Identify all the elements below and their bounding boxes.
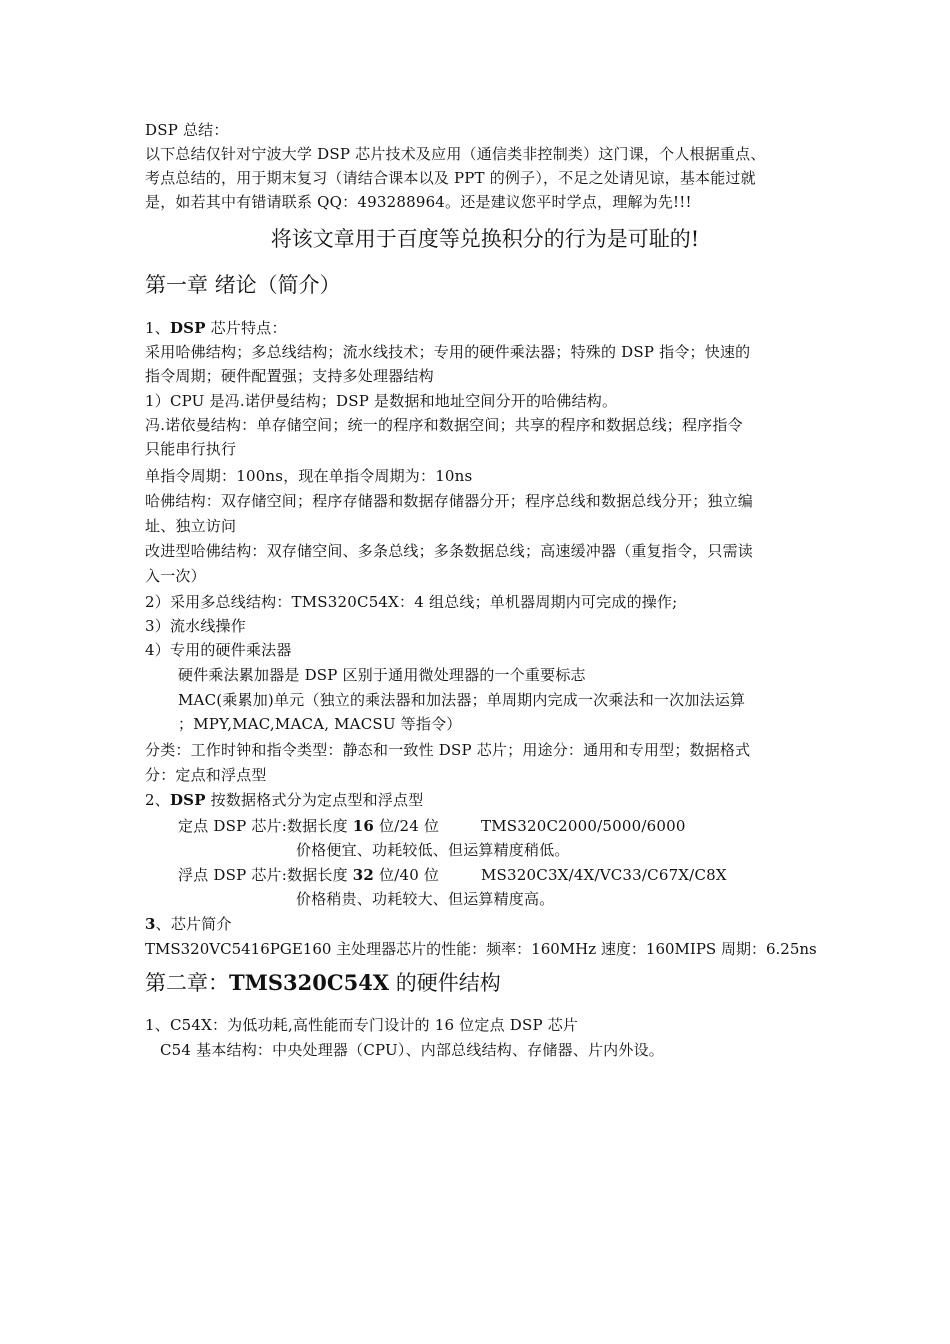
section-text: 、芯片简介 <box>155 915 232 933</box>
body-line: 1）CPU 是冯.诺伊曼结构；DSP 是数据和地址空间分开的哈佛结构。 <box>145 392 618 410</box>
doc-title: DSP 总结： <box>145 121 229 139</box>
float-models: MS320C3X/4X/VC33/C67X/C8X <box>481 866 727 884</box>
body-line: 2）采用多总线结构：TMS320C54X：4 组总线；单机器周期内可完成的操作; <box>145 593 678 611</box>
section-text: 按数据格式分为定点型和浮点型 <box>205 791 424 809</box>
chapter1-heading: 第一章 绪论（简介） <box>145 273 341 297</box>
body-line: 哈佛结构：双存储空间；程序存储器和数据存储器分开；程序总线和数据总线分开；独立编 <box>145 492 754 510</box>
intro-line-3: 是，如若其中有错请联系 QQ：493288964。还是建议您平时学点，理解为先!!! <box>145 193 692 211</box>
section-number: 2、 <box>145 791 170 809</box>
notice-heading: 将该文章用于百度等兑换积分的行为是可耻的! <box>270 227 700 251</box>
body-line: 入一次） <box>145 567 206 585</box>
fixed-bits: 16 <box>352 817 375 835</box>
section-number: 1、 <box>145 319 170 337</box>
fixed-bits-rest: 位/24 位 <box>374 817 440 835</box>
body-line: 改进型哈佛结构：双存储空间、多条总线；多条数据总线；高速缓冲器（重复指令，只需读 <box>145 542 754 560</box>
float-bits-rest: 位/40 位 <box>374 866 440 884</box>
section-2-heading <box>145 788 810 812</box>
body-line: 3）流水线操作 <box>145 617 246 635</box>
fixed-models: TMS320C2000/5000/6000 <box>481 817 686 835</box>
body-line: 冯.诺依曼结构：单存储空间；统一的程序和数据空间；共享的程序和数据总线；程序指令 <box>145 416 743 434</box>
indented-line: 硬件乘法累加器是 DSP 区别于通用微处理器的一个重要标志 <box>178 666 586 684</box>
body-line: 指令周期；硬件配置强；支持多处理器结构 <box>145 367 434 385</box>
chapter2-heading <box>145 968 501 998</box>
fixed-label: 定点 DSP 芯片:数据长度 <box>178 817 353 835</box>
chip-performance: TMS320VC5416PGE160 主处理器芯片的性能：频率：160MHz 速度：160MIPS 周期：6.25ns <box>145 940 817 958</box>
body-line: 只能串行执行 <box>145 440 237 458</box>
body-line: 分类：工作时钟和指令类型：静态和一致性 DSP 芯片；用途分：通用和专用型；数据格式 <box>145 741 751 759</box>
section-1-heading <box>145 316 810 340</box>
section-bold: DSP <box>169 319 206 337</box>
float-label: 浮点 DSP 芯片:数据长度 <box>178 866 353 884</box>
section-text: 芯片特点： <box>205 319 287 337</box>
section-3-heading <box>145 912 810 936</box>
indented-line: ；MPY,MAC,MACA, MACSU 等指令） <box>178 715 462 733</box>
section-bold: DSP <box>169 791 206 809</box>
indented-line: MAC(乘累加)单元（独立的乘法器和加法器；单周期内完成一次乘法和一次加法运算 <box>178 691 746 709</box>
body-line: 单指令周期：100ns，现在单指令周期为：10ns <box>145 467 473 485</box>
fixed-note: 价格便宜、功耗较低、但运算精度稍低。 <box>296 841 570 859</box>
body-line: 1、C54X：为低功耗,高性能而专门设计的 16 位定点 DSP 芯片 <box>145 1016 579 1034</box>
chapter2-prefix: 第二章： <box>145 971 229 995</box>
body-line: 采用哈佛结构；多总线结构；流水线技术；专用的硬件乘法器；特殊的 DSP 指令；快速的 <box>145 343 751 361</box>
body-line: 分：定点和浮点型 <box>145 766 267 784</box>
body-line: 址、独立访问 <box>145 517 237 535</box>
float-note: 价格稍贵、功耗较大、但运算精度高。 <box>296 890 555 908</box>
float-bits: 32 <box>352 866 375 884</box>
intro-line-1: 以下总结仅针对宁波大学 DSP 芯片技术及应用（通信类非控制类）这门课，个人根据重点、 <box>145 145 766 163</box>
chapter2-chip: TMS320C54X <box>229 970 390 995</box>
body-line: 4）专用的硬件乘法器 <box>145 641 292 659</box>
body-line: C54 基本结构：中央处理器（CPU）、内部总线结构、存储器、片内外设。 <box>160 1041 664 1059</box>
intro-line-2: 考点总结的，用于期末复习（请结合课本以及 PPT 的例子），不足之处请见谅，基本能过就 <box>145 169 756 187</box>
chapter2-suffix: 的硬件结构 <box>389 971 501 995</box>
section-number: 3 <box>145 915 156 933</box>
